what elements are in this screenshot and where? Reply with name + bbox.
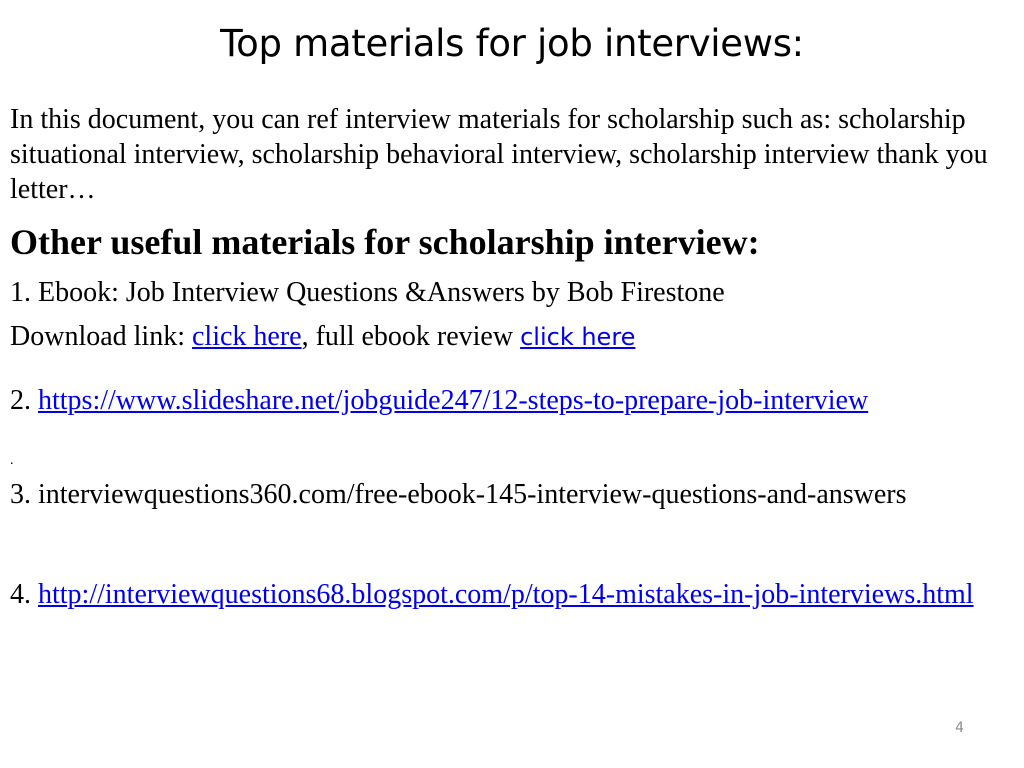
- review-label: , full ebook review: [301, 321, 521, 352]
- item-4: [10, 578, 1020, 611]
- item-3: 3. interviewquestions360.com/free-ebook-145-interview-questions-and-answers: [10, 479, 907, 510]
- subheading: Other useful materials for scholarship interview:: [10, 222, 760, 262]
- download-label: Download link:: [10, 321, 192, 352]
- item-2-number: 2.: [10, 385, 38, 416]
- item-4-number: 4.: [10, 579, 38, 610]
- separator-dot: .: [10, 453, 14, 468]
- item-2: [10, 384, 1020, 417]
- page-number: 4: [955, 720, 964, 736]
- blogspot-link[interactable]: http://interviewquestions68.blogspot.com/p/top-14-mistakes-in-job-interviews.html: [38, 579, 974, 610]
- slide-title: Top materials for job interviews:: [220, 22, 804, 65]
- slideshare-link[interactable]: https://www.slideshare.net/jobguide247/12-steps-to-prepare-job-interview: [38, 385, 869, 416]
- item-1-download-line: [10, 320, 1020, 354]
- download-link[interactable]: click here: [192, 321, 302, 352]
- ebook-review-link[interactable]: click here: [520, 323, 636, 351]
- item-1-title: 1. Ebook: Job Interview Questions &Answers by Bob Firestone: [10, 277, 725, 308]
- intro-paragraph: In this document, you can ref interview materials for scholarship such as: scholarship situational interview, scholarship behavioral interview, scholarship interview thank you letter…: [10, 104, 988, 205]
